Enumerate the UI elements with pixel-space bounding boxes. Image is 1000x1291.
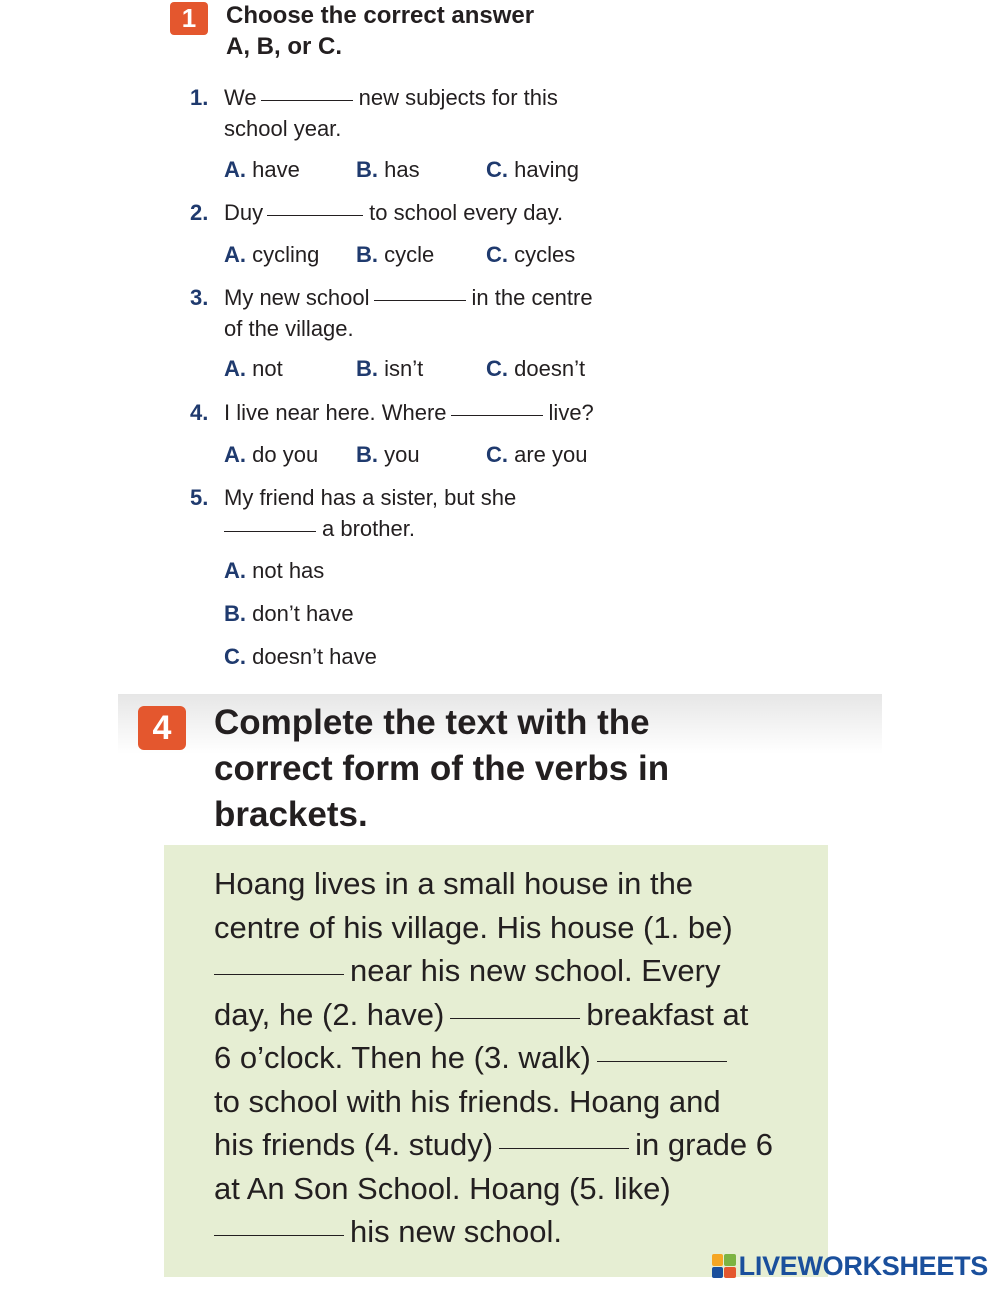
passage-text: day, he (2. have) xyxy=(214,996,445,1032)
option-a[interactable] xyxy=(224,155,300,185)
option-text: has xyxy=(384,157,420,182)
exercise-number-badge-1: 1 xyxy=(170,2,208,35)
option-letter: B. xyxy=(356,356,378,381)
question-text-before: I live near here. Where xyxy=(224,400,447,425)
option-text: doesn’t xyxy=(514,356,586,381)
exercise-1-title-line1: Choose the correct answer xyxy=(226,2,535,29)
option-letter: C. xyxy=(486,442,508,467)
question-1 xyxy=(190,82,558,113)
option-c[interactable] xyxy=(486,240,575,270)
option-letter: C. xyxy=(486,157,508,182)
liveworksheets-logo-icon xyxy=(712,1254,736,1278)
passage-line xyxy=(214,1167,814,1211)
option-b[interactable] xyxy=(224,599,354,629)
question-5-line2 xyxy=(224,513,415,544)
answer-blank-3[interactable] xyxy=(597,1061,727,1062)
question-text-before: Duy xyxy=(224,200,264,225)
option-letter: C. xyxy=(224,644,246,669)
question-number: 5. xyxy=(190,485,209,510)
question-number: 2. xyxy=(190,200,209,225)
option-text: cycle xyxy=(384,242,435,267)
exercise-1-title-line2: A, B, or C. xyxy=(226,33,343,60)
question-text-after: to school every day. xyxy=(369,200,564,225)
passage-text: Hoang lives in a small house in the xyxy=(214,866,694,901)
option-text: having xyxy=(514,157,579,182)
passage-text: his friends (4. study) xyxy=(214,1127,494,1162)
option-b[interactable] xyxy=(356,155,420,185)
reading-passage xyxy=(214,862,814,1254)
question-number: 4. xyxy=(190,400,209,425)
logo-text: LIVEWORKSHEETS xyxy=(738,1250,988,1281)
option-letter: A. xyxy=(224,157,246,182)
answer-blank-1[interactable] xyxy=(214,974,344,975)
question-number: 1. xyxy=(190,85,209,110)
option-b[interactable] xyxy=(356,354,423,384)
option-a[interactable] xyxy=(224,556,324,586)
passage-line xyxy=(214,1080,814,1124)
passage-text: to school with his friends. Hoang and xyxy=(214,1083,721,1119)
option-text: you xyxy=(384,442,420,467)
passage-line xyxy=(214,862,814,906)
option-text: not has xyxy=(252,558,325,583)
question-2 xyxy=(190,197,563,228)
question-3 xyxy=(190,282,593,313)
exercise-4-title-line2: correct form of the verbs in xyxy=(214,749,670,788)
passage-line xyxy=(214,906,814,950)
answer-blank-5[interactable] xyxy=(214,1235,344,1236)
option-text: are you xyxy=(514,442,588,467)
liveworksheets-logo xyxy=(712,1251,988,1281)
option-letter: B. xyxy=(224,601,246,626)
option-text: do you xyxy=(252,442,319,467)
option-letter: B. xyxy=(356,157,378,182)
option-a[interactable] xyxy=(224,240,319,270)
question-number: 3. xyxy=(190,285,209,310)
option-text: isn’t xyxy=(384,356,424,381)
question-4 xyxy=(190,397,594,428)
answer-blank xyxy=(224,531,316,532)
exercise-4-title xyxy=(214,700,834,838)
passage-text: at An Son School. Hoang (5. like) xyxy=(214,1170,671,1206)
question-text: My friend has a sister, but she xyxy=(224,485,517,510)
option-letter: C. xyxy=(486,242,508,267)
passage-text: his new school. xyxy=(350,1214,562,1249)
option-text: doesn’t have xyxy=(252,644,377,669)
passage-text: near his new school. Every xyxy=(350,953,721,988)
passage-text: centre of his village. His house (1. be) xyxy=(214,909,733,945)
option-c[interactable] xyxy=(486,440,588,470)
passage-text: breakfast at xyxy=(586,996,749,1032)
answer-blank xyxy=(451,415,543,416)
question-text-before: My new school xyxy=(224,285,370,310)
option-letter: A. xyxy=(224,558,246,583)
answer-blank xyxy=(374,300,466,301)
passage-text: 6 o’clock. Then he (3. walk) xyxy=(214,1040,591,1075)
passage-line xyxy=(214,1123,814,1167)
option-c[interactable] xyxy=(486,155,579,185)
option-text: not xyxy=(252,356,283,381)
option-b[interactable] xyxy=(356,440,420,470)
question-1-line2: school year. xyxy=(224,116,342,141)
option-c[interactable] xyxy=(486,354,585,384)
passage-text: in grade 6 xyxy=(635,1127,773,1162)
option-text: have xyxy=(252,157,300,182)
option-text: don’t have xyxy=(252,601,354,626)
option-b[interactable] xyxy=(356,240,434,270)
option-c[interactable] xyxy=(224,642,377,672)
passage-line xyxy=(214,949,814,993)
answer-blank-2[interactable] xyxy=(450,1018,580,1019)
option-letter: C. xyxy=(486,356,508,381)
answer-blank xyxy=(267,215,363,216)
question-text-after: live? xyxy=(548,400,594,425)
answer-blank-4[interactable] xyxy=(499,1148,629,1149)
exercise-number-badge-4: 4 xyxy=(138,706,186,750)
question-3-line2: of the village. xyxy=(224,316,354,341)
passage-line xyxy=(214,993,814,1037)
option-letter: A. xyxy=(224,242,246,267)
option-text: cycles xyxy=(514,242,576,267)
answer-blank xyxy=(261,100,353,101)
question-text-before: We xyxy=(224,85,257,110)
question-text-after: in the centre xyxy=(471,285,593,310)
question-text-after: new subjects for this xyxy=(358,85,558,110)
option-letter: A. xyxy=(224,442,246,467)
passage-line xyxy=(214,1036,814,1080)
passage-line xyxy=(214,1210,814,1254)
exercise-1-title xyxy=(226,0,534,62)
exercise-4-title-line3: brackets. xyxy=(214,795,368,834)
question-5 xyxy=(190,482,516,513)
option-letter: B. xyxy=(356,242,378,267)
option-a[interactable] xyxy=(224,440,318,470)
exercise-4-title-line1: Complete the text with the xyxy=(214,703,650,742)
option-letter: A. xyxy=(224,356,246,381)
option-letter: B. xyxy=(356,442,378,467)
option-text: cycling xyxy=(252,242,320,267)
option-a[interactable] xyxy=(224,354,283,384)
question-text-after: a brother. xyxy=(322,516,415,541)
